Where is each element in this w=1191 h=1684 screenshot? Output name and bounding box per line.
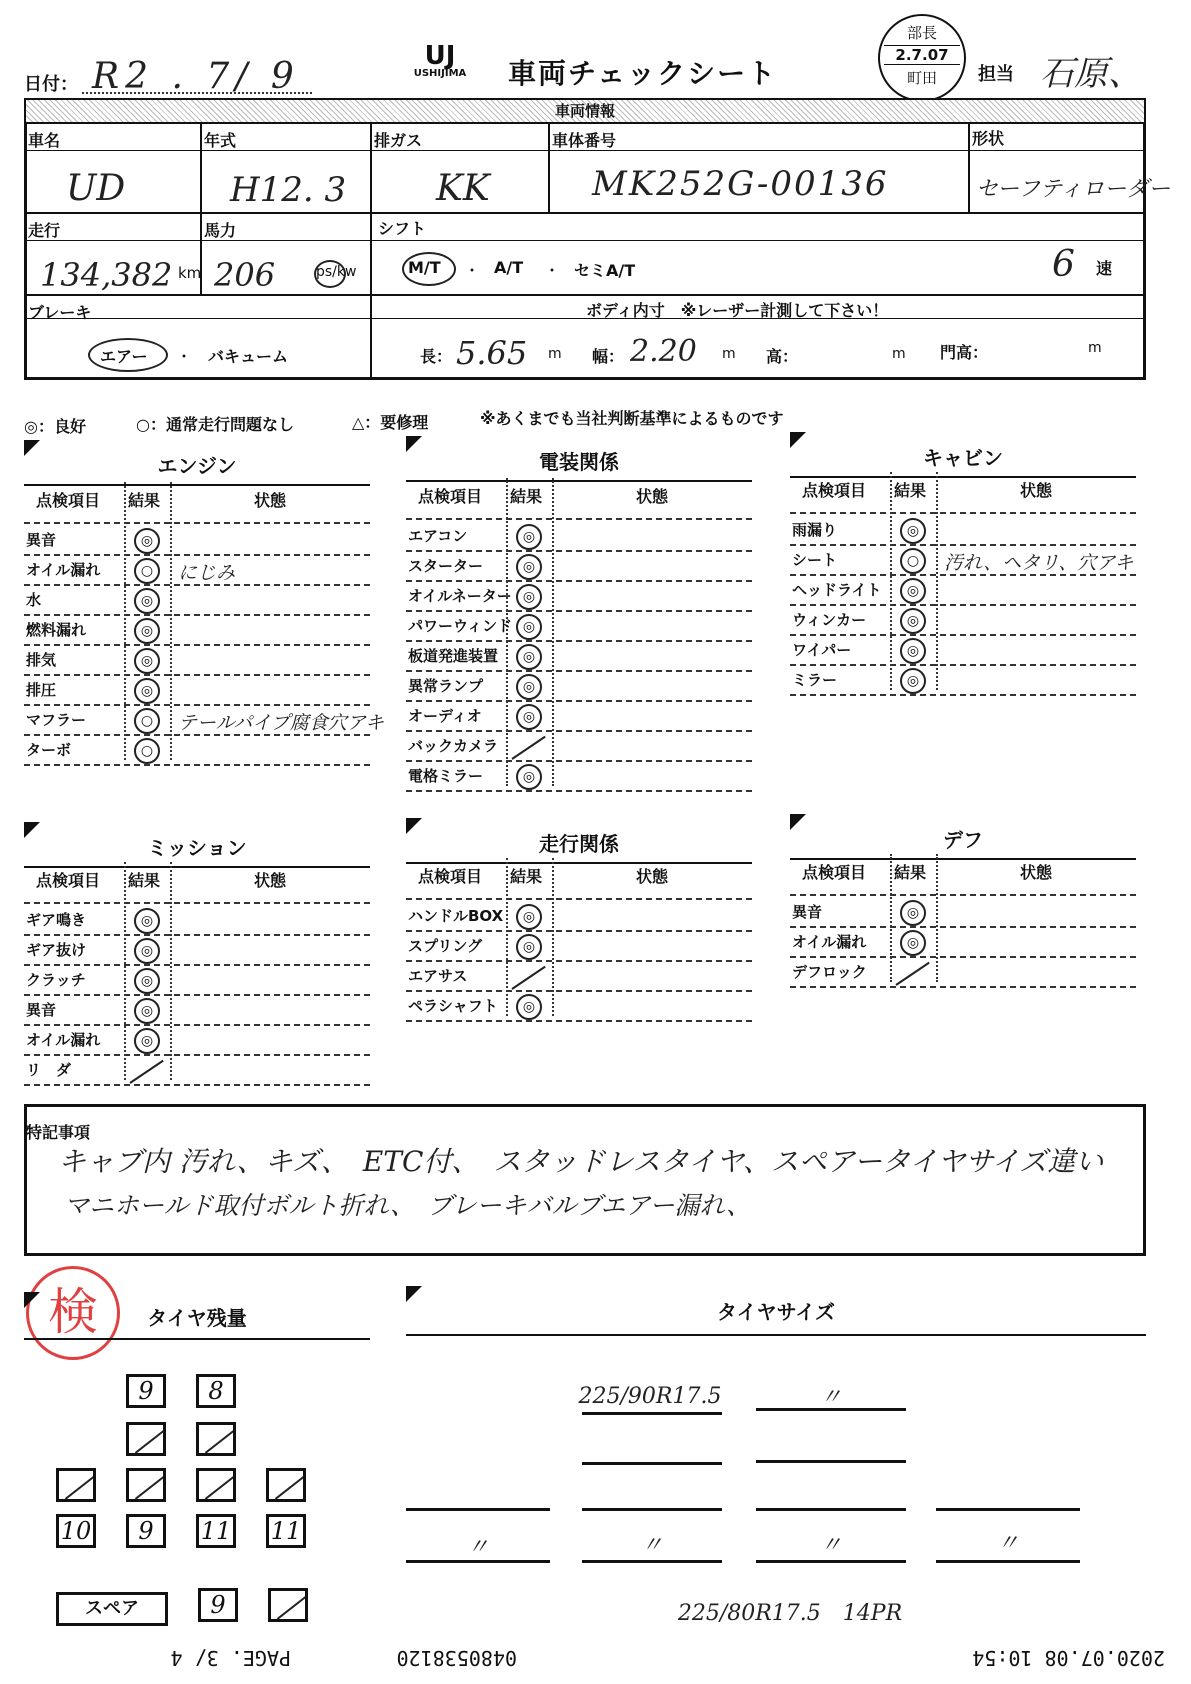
tire-rear-outer-4	[266, 1468, 306, 1502]
mission-row-result: ◎	[134, 998, 160, 1024]
electrical-row-item: オイルネーター	[408, 587, 512, 605]
tire-na-mark	[205, 1472, 236, 1499]
door-height-unit: m	[1088, 340, 1102, 356]
tire-size-ditto-rear-4: 〃	[996, 1531, 1019, 1556]
diff-row-result: ◎	[900, 930, 926, 956]
mission-header-rule	[24, 902, 370, 904]
electrical-title: 電装関係	[539, 450, 619, 474]
tire-size-ditto-rear-1: 〃	[466, 1535, 489, 1560]
stamp-title: 部長	[906, 24, 937, 42]
running-item-header: 点検項目	[418, 867, 483, 886]
mission-result-header: 結果	[128, 871, 161, 890]
mission-col-divider-2	[170, 862, 172, 1080]
electrical-row-rule	[406, 640, 752, 642]
cabin-row-rule	[790, 664, 1136, 666]
height-label: 高：	[766, 347, 799, 366]
running-row-item: ペラシャフト	[408, 997, 498, 1015]
diff-col-divider-1	[890, 854, 892, 982]
electrical-result-header: 結果	[510, 487, 543, 506]
brake-vacuum: バキューム	[208, 347, 289, 366]
diff-row-rule	[790, 986, 1136, 988]
electrical-row-item: 電格ミラー	[408, 767, 484, 785]
model-year-label: 年式	[204, 131, 237, 150]
running-row-result-na	[511, 966, 545, 990]
engine-row-item: 異音	[26, 531, 57, 549]
shift-label: シフト	[378, 219, 427, 238]
engine-row-rule	[24, 554, 370, 556]
engine-row-rule	[24, 644, 370, 646]
running-row-rule	[406, 990, 752, 992]
electrical-row-rule	[406, 610, 752, 612]
engine-item-header: 点検項目	[36, 491, 101, 510]
mission-row-result: ◎	[134, 938, 160, 964]
cabin-row-rule	[790, 604, 1136, 606]
cabin-row-result: ◎	[900, 578, 926, 604]
diff-row-rule	[790, 926, 1136, 928]
electrical-row-result: ◎	[516, 584, 542, 610]
running-col-divider-1	[506, 858, 508, 1016]
brake-air: エアー	[100, 347, 148, 366]
mileage-label: 走行	[28, 221, 61, 240]
electrical-header-rule	[406, 518, 752, 520]
engine-row-rule	[24, 704, 370, 706]
running-row-result: ◎	[516, 904, 542, 930]
electrical-row-result: ◎	[516, 674, 542, 700]
electrical-row-result-na	[511, 736, 545, 760]
emission-value: KK	[436, 168, 490, 209]
emission-label: 排ガス	[374, 131, 423, 150]
engine-row-result: ○	[134, 738, 160, 764]
date-label: 日付：	[24, 74, 78, 95]
engine-result-header: 結果	[128, 491, 161, 510]
cabin-row-item: ワイパー	[792, 641, 852, 659]
tire-spare-1: 9	[198, 1588, 238, 1622]
cabin-item-header: 点検項目	[802, 481, 867, 500]
cabin-row-rule	[790, 574, 1136, 576]
electrical-col-divider-2	[552, 478, 554, 786]
engine-row-status: にじみ	[178, 562, 236, 584]
diff-col-divider-2	[936, 854, 938, 982]
running-status-header: 状態	[636, 867, 669, 886]
electrical-row-item: パワーウィンド	[408, 617, 513, 635]
running-row-result: ◎	[516, 934, 542, 960]
fax-datetime: 2020.07.08 10:54	[972, 1646, 1165, 1670]
engine-col-divider-1	[124, 482, 126, 760]
engine-row-rule	[24, 674, 370, 676]
shift-at: A/T	[494, 258, 524, 277]
engine-title: エンジン	[157, 454, 237, 478]
shift-mt: M/T	[408, 258, 441, 277]
cabin-row-item: ウィンカー	[792, 611, 867, 629]
cabin-row-item: ヘッドライト	[792, 581, 882, 599]
mission-row-rule	[24, 994, 370, 996]
stamp-date: 2.7.07	[884, 45, 960, 65]
tire-rear-inner-3: 11	[196, 1514, 236, 1548]
engine-row-result: ◎	[134, 648, 160, 674]
legend-ok: ○：通常走行問題なし	[136, 415, 294, 434]
electrical-row-item: エアコン	[408, 527, 468, 545]
running-col-divider-2	[552, 858, 554, 1016]
mission-row-item: ギア抜け	[26, 941, 87, 959]
vehicle-name-label: 車名	[28, 131, 61, 150]
date-value: R2 . 7/ 9	[92, 56, 300, 97]
body-shape-label: 形状	[972, 129, 1005, 148]
chassis-number-value: MK252G-00136	[592, 164, 889, 204]
running-row-result: ◎	[516, 994, 542, 1020]
horsepower-label: 馬力	[204, 221, 237, 240]
person-label: 担当	[978, 64, 1014, 85]
length-label: 長：	[420, 347, 453, 366]
fax-number: 0480538120	[396, 1646, 517, 1670]
electrical-row-rule	[406, 790, 752, 792]
engine-row-item: オイル漏れ	[26, 561, 101, 579]
engine-row-item: マフラー	[26, 711, 87, 729]
cabin-status-header: 状態	[1020, 481, 1053, 500]
diff-item-header: 点検項目	[802, 863, 867, 882]
electrical-row-result: ◎	[516, 554, 542, 580]
tire-na-mark	[135, 1426, 166, 1453]
electrical-row-rule	[406, 670, 752, 672]
cabin-header-rule	[790, 512, 1136, 514]
diff-header-rule	[790, 894, 1136, 896]
electrical-row-result: ◎	[516, 524, 542, 550]
tire-na-mark	[135, 1472, 166, 1499]
mission-row-result: ◎	[134, 968, 160, 994]
mission-row-item: リ ダ	[26, 1061, 72, 1079]
running-row-item: エアサス	[408, 967, 468, 985]
cabin-row-status: 汚れ、ヘタリ、穴アキ	[944, 552, 1134, 574]
approval-stamp	[878, 14, 966, 102]
engine-status-header: 状態	[254, 491, 287, 510]
horsepower-unit: ps/kw	[316, 264, 357, 280]
engine-row-result: ◎	[134, 528, 160, 554]
mission-row-rule	[24, 1084, 370, 1086]
tire-front-1: 9	[126, 1374, 166, 1408]
tire-size-ditto-front-right: 〃	[819, 1385, 842, 1410]
engine-row-rule	[24, 734, 370, 736]
tire-second-axle-2	[196, 1422, 236, 1456]
model-year-value: H12. 3	[230, 170, 347, 210]
shift-separator-1: ・	[464, 261, 481, 280]
electrical-row-item: オーディオ	[408, 707, 482, 725]
cabin-row-result: ○	[900, 548, 926, 574]
mission-status-header: 状態	[254, 871, 287, 890]
electrical-row-item: 異常ランプ	[408, 677, 484, 695]
tire-rear-inner-2: 9	[126, 1514, 166, 1548]
cabin-row-item: ミラー	[792, 671, 838, 689]
engine-header-rule	[24, 522, 370, 524]
diff-result-header: 結果	[894, 863, 927, 882]
speeds-unit: 速	[1096, 259, 1113, 278]
length-unit: m	[548, 346, 562, 362]
mission-row-rule	[24, 1054, 370, 1056]
horsepower-value: 206	[214, 256, 276, 294]
mileage-value: 134,382	[40, 256, 173, 294]
cabin-title: キャビン	[923, 446, 1003, 470]
engine-row-result: ○	[134, 558, 160, 584]
electrical-item-header: 点検項目	[418, 487, 483, 506]
tire-remaining-title: タイヤ残量	[147, 1306, 247, 1330]
mission-row-item: ギア鳴き	[26, 911, 87, 929]
cabin-col-divider-1	[890, 472, 892, 690]
mission-row-result: ◎	[134, 1028, 160, 1054]
cabin-row-item: シート	[792, 551, 838, 569]
engine-row-rule	[24, 584, 370, 586]
electrical-row-rule	[406, 550, 752, 552]
fax-page: PAGE. 3/ 4	[170, 1646, 291, 1670]
door-height-label: 門高：	[940, 343, 989, 362]
diff-row-item: オイル漏れ	[792, 933, 867, 951]
mission-row-item: 異音	[26, 1001, 57, 1019]
diff-row-rule	[790, 956, 1136, 958]
logo-text: USHIJIMA	[413, 68, 467, 79]
electrical-row-item: バックカメラ	[408, 737, 499, 755]
stamp-name: 町田	[906, 69, 937, 87]
engine-row-result: ◎	[134, 678, 160, 704]
tire-rear-outer-1	[56, 1468, 96, 1502]
electrical-row-rule	[406, 700, 752, 702]
legend-note: ※あくまでも当社判断基準によるものです	[480, 409, 784, 428]
cabin-row-rule	[790, 634, 1136, 636]
speeds-value: 6	[1052, 244, 1075, 285]
tire-na-mark	[277, 1592, 308, 1619]
mission-col-divider-1	[124, 862, 126, 1080]
mission-title: ミッション	[147, 836, 247, 860]
tire-na-mark	[205, 1426, 236, 1453]
electrical-row-result: ◎	[516, 704, 542, 730]
brake-separator: ・	[176, 347, 193, 366]
spare-label: スペア	[56, 1592, 168, 1626]
cabin-row-item: 雨漏り	[792, 521, 838, 539]
mission-item-header: 点検項目	[36, 871, 101, 890]
electrical-row-item: スターター	[408, 557, 484, 575]
shift-separator-2: ・	[544, 261, 561, 280]
engine-row-rule	[24, 614, 370, 616]
cabin-col-divider-2	[936, 472, 938, 690]
electrical-row-rule	[406, 580, 752, 582]
engine-row-item: 排気	[26, 651, 57, 669]
company-logo	[410, 41, 470, 79]
mileage-unit: km	[178, 264, 202, 282]
running-row-rule	[406, 1020, 752, 1022]
remarks-line-1: キャブ内 汚れ、キズ、 ETC付、 スタッドレスタイヤ、スペアータイヤサイズ違い	[58, 1145, 1104, 1178]
remarks-line-2: マニホールド取付ボルト折れ、 ブレーキバルブエアー漏れ、	[64, 1191, 752, 1220]
width-value: 2.20	[630, 334, 697, 369]
person-value: 石原、	[1040, 54, 1142, 94]
mission-row-rule	[24, 964, 370, 966]
diff-status-header: 状態	[1020, 863, 1053, 882]
engine-row-result: ◎	[134, 588, 160, 614]
mission-row-item: オイル漏れ	[26, 1031, 101, 1049]
engine-row-item: 排圧	[26, 681, 57, 699]
brake-air-circle	[88, 338, 168, 372]
shift-semi-at: セミA/T	[574, 261, 636, 280]
date-underline	[82, 92, 312, 94]
engine-row-rule	[24, 764, 370, 766]
engine-row-item: ターボ	[26, 741, 72, 759]
diff-row-item: デフロック	[792, 963, 867, 981]
cabin-row-result: ◎	[900, 608, 926, 634]
tire-na-mark	[275, 1472, 306, 1499]
cabin-row-result: ◎	[900, 518, 926, 544]
engine-row-item: 水	[26, 591, 42, 609]
brake-label: ブレーキ	[28, 303, 92, 322]
shift-mt-circle	[402, 252, 456, 286]
mission-row-item: クラッチ	[26, 971, 86, 989]
cabin-result-header: 結果	[894, 481, 927, 500]
width-unit: m	[722, 346, 736, 362]
electrical-row-result: ◎	[516, 614, 542, 640]
ps-circle-mark	[314, 260, 346, 288]
width-label: 幅：	[592, 347, 625, 366]
electrical-title-rule	[406, 480, 752, 482]
running-result-header: 結果	[510, 867, 543, 886]
chassis-number-label: 車体番号	[552, 131, 617, 150]
tire-size-ditto-rear-2: 〃	[640, 1533, 663, 1558]
cabin-row-rule	[790, 694, 1136, 696]
spare-tire-size: 225/80R17.5 14PR	[677, 1601, 903, 1626]
running-row-item: ハンドルBOX	[408, 907, 504, 925]
mission-row-result-na	[129, 1060, 163, 1084]
engine-row-item: 燃料漏れ	[26, 621, 87, 639]
tire-na-mark	[65, 1472, 96, 1499]
engine-title-rule	[24, 484, 370, 486]
tire-front-2: 8	[196, 1374, 236, 1408]
running-header-rule	[406, 898, 752, 900]
electrical-row-item: 板道発進装置	[408, 647, 499, 665]
electrical-row-result: ◎	[516, 764, 542, 790]
height-unit: m	[892, 346, 906, 362]
engine-row-status: テールパイプ腐食穴アキ	[178, 712, 384, 734]
cabin-row-result: ◎	[900, 668, 926, 694]
front-tire-size: 225/90R17.5	[578, 1384, 722, 1409]
legend-repair: △：要修理	[352, 413, 429, 432]
diff-row-result: ◎	[900, 900, 926, 926]
length-value: 5.65	[456, 334, 528, 372]
remarks-box	[24, 1104, 1146, 1256]
tire-second-axle-1	[126, 1422, 166, 1456]
mission-row-result: ◎	[134, 908, 160, 934]
inspection-seal: 検	[26, 1266, 120, 1360]
tire-spare-2	[268, 1588, 308, 1622]
electrical-status-header: 状態	[636, 487, 669, 506]
diff-row-item: 異音	[792, 903, 823, 921]
running-title: 走行関係	[539, 832, 619, 856]
cabin-row-rule	[790, 544, 1136, 546]
cabin-row-result: ◎	[900, 638, 926, 664]
mission-row-rule	[24, 1024, 370, 1026]
tire-rear-outer-3	[196, 1468, 236, 1502]
running-row-item: スプリング	[408, 937, 483, 955]
logo-mark: UJ	[424, 41, 456, 71]
mission-row-rule	[24, 934, 370, 936]
electrical-row-result: ◎	[516, 644, 542, 670]
diff-row-result-na	[895, 962, 929, 986]
fax-footer	[0, 1640, 1191, 1676]
tire-rear-inner-1: 10	[56, 1514, 96, 1548]
remarks-label: 特記事項	[26, 1123, 91, 1142]
page-title: 車両チェックシート	[508, 57, 778, 90]
engine-col-divider-2	[170, 482, 172, 760]
tire-rear-outer-2	[126, 1468, 166, 1502]
engine-row-result: ○	[134, 708, 160, 734]
tire-size-ditto-rear-3: 〃	[819, 1533, 842, 1558]
tire-rear-inner-4: 11	[266, 1514, 306, 1548]
electrical-row-rule	[406, 760, 752, 762]
running-row-rule	[406, 930, 752, 932]
electrical-row-rule	[406, 730, 752, 732]
running-row-rule	[406, 960, 752, 962]
legend-good: ◎：良好	[24, 417, 86, 436]
vehicle-info-title: 車両情報	[26, 100, 1144, 122]
engine-row-result: ◎	[134, 618, 160, 644]
body-shape-value: セーフティローダー	[976, 177, 1171, 202]
tire-size-title: タイヤサイズ	[717, 1300, 835, 1324]
vehicle-name-value: UD	[66, 168, 126, 209]
diff-title: デフ	[943, 828, 983, 852]
body-dimension-label: ボディ内寸 ※レーザー計測して下さい！	[586, 301, 889, 320]
